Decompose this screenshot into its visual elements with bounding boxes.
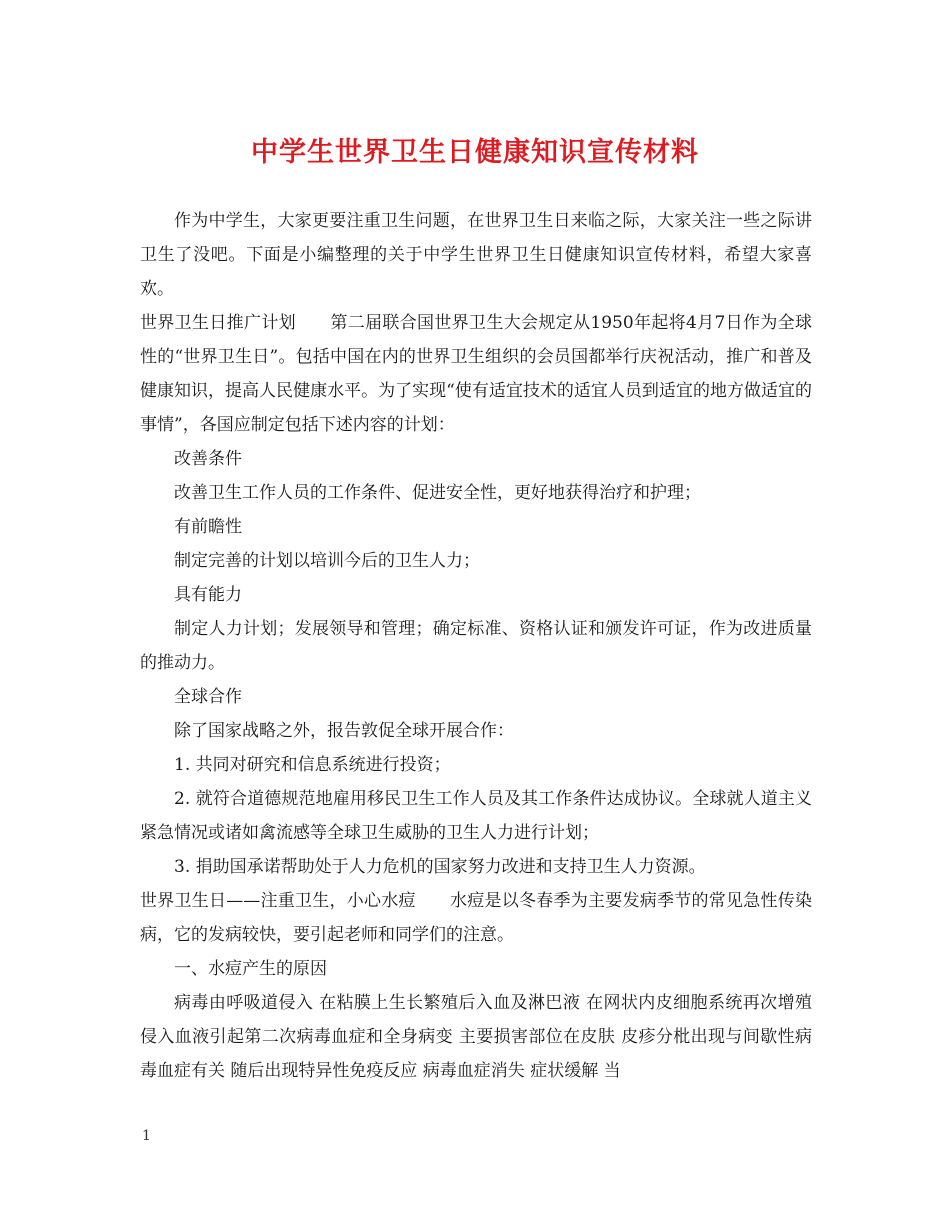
page-number: 1 (142, 1128, 151, 1144)
document-body (140, 204, 812, 1088)
subheading-foresight: 有前瞻性 (174, 517, 242, 537)
subheading-global-cooperation: 全球合作 (174, 687, 242, 707)
list-item-2: 2. 就符合道德规范地雇用移民卫生工作人员及其工作条件达成协议。全球就人道主义紧急情况或诸如禽流感等全球卫生威胁的卫生人力进行计划； (140, 789, 812, 843)
paragraph-causes: 病毒由呼吸道侵入 在粘膜上生长繁殖后入血及淋巴液 在网状内皮细胞系统再次增殖 侵入血液引起第二次病毒血症和全身病变 主要损害部位在皮肤 皮疹分枇出现与间歇性病毒血症有关 随后出现特异性免疫反应 病毒血症消失 症状缓解 当 (140, 993, 812, 1081)
paragraph-chickenpox (140, 884, 812, 952)
section-heading-plan: 世界卫生日推广计划 (140, 313, 297, 333)
subheading-capability: 具有能力 (174, 585, 242, 605)
paragraph-plan-text: 第二届联合国世界卫生大会规定从1950年起将4月7日作为全球性的“世界卫生日”。包括中国在内的世界卫生组织的会员国都举行庆祝活动，推广和普及健康知识，提高人民健康水平。为了实现“使有适宜技术的适宜人员到适宜的地方做适宜的事情”，各国应制定包括下述内容的计划： (140, 313, 812, 435)
paragraph-improve-conditions: 改善卫生工作人员的工作条件、促进安全性，更好地获得治疗和护理； (174, 483, 701, 503)
section-heading-chickenpox: 世界卫生日——注重卫生，小心水痘 (140, 891, 416, 911)
paragraph-global-cooperation: 除了国家战略之外，报告敦促全球开展合作： (174, 721, 514, 741)
paragraph-foresight: 制定完善的计划以培训今后的卫生人力； (174, 551, 480, 571)
list-item-3: 3. 捐助国承诺帮助处于人力危机的国家努力改进和支持卫生人力资源。 (174, 857, 706, 877)
paragraph-chickenpox-text: 水痘是以冬春季为主要发病季节的常见急性传染病，它的发病较快，要引起老师和同学们的注意。 (140, 891, 812, 945)
document-title: 中学生世界卫生日健康知识宣传材料 (251, 137, 699, 168)
paragraph-intro: 作为中学生，大家更要注重卫生问题，在世界卫生日来临之际，大家关注一些之际讲卫生了没吧。下面是小编整理的关于中学生世界卫生日健康知识宣传材料，希望大家喜欢。 (140, 211, 812, 299)
list-item-1: 1. 共同对研究和信息系统进行投资； (174, 755, 451, 775)
paragraph-capability: 制定人力计划；发展领导和管理；确定标准、资格认证和颁发许可证，作为改进质量的推动力。 (140, 619, 812, 673)
paragraph-plan (140, 306, 812, 442)
subheading-improve-conditions: 改善条件 (174, 449, 242, 469)
subheading-causes: 一、水痘产生的原因 (174, 959, 327, 979)
